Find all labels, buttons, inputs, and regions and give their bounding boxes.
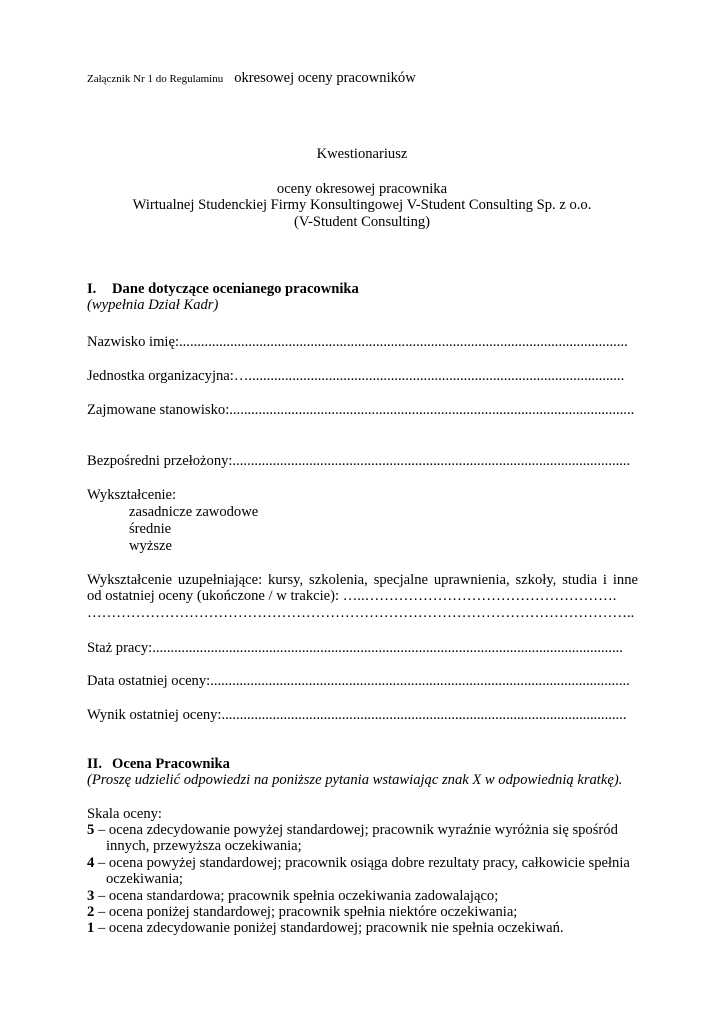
scale-item-1 — [87, 920, 564, 937]
section-2-note: (Proszę udzielić odpowiedzi na poniższe pytania wstawiając znak X w odpowiednią kratkę). — [87, 772, 623, 788]
field-position[interactable]: Zajmowane stanowisko:............................................................................................................... — [87, 402, 635, 418]
scale-item-3 — [87, 888, 498, 905]
attachment-header — [87, 70, 416, 88]
education-label: Wykształcenie: — [87, 487, 177, 503]
field-seniority[interactable]: Staż pracy:................................................................................................................................. — [87, 640, 623, 656]
section-1-title: Dane dotyczące ocenianego pracownika — [112, 281, 359, 297]
scale-number: 2 — [87, 904, 95, 920]
education-option-label: wyższe — [129, 538, 172, 554]
scale-text: – ocena zdecydowanie poniżej standardowej; pracownik nie spełnia oczekiwań. — [94, 920, 564, 936]
section-1-note: (wypełnia Dział Kadr) — [87, 297, 219, 313]
scale-number: 5 — [87, 822, 95, 838]
field-org-unit[interactable]: Jednostka organizacyjna:…....................................................................................................... — [87, 368, 625, 384]
scale-item-5 — [87, 822, 618, 839]
scale-text: – ocena powyżej standardowej; pracownik osiąga dobre rezultaty pracy, całkowicie spełnia — [94, 855, 630, 871]
scale-number: 1 — [87, 920, 95, 936]
education-option-secondary[interactable] — [103, 521, 171, 538]
scale-number: 3 — [87, 888, 95, 904]
scale-number: 4 — [87, 855, 95, 871]
field-last-review-result[interactable]: Wynik ostatniej oceny:............................................................................................................... — [87, 707, 627, 723]
field-name[interactable]: Nazwisko imię:........................................................................................................................... — [87, 334, 628, 350]
supplementary-education-line-1: Wykształcenie uzupełniające: kursy, szkolenia, specjalne uprawnienia, szkoły, studia i inne — [87, 572, 638, 588]
company-name: Wirtualnej Studenckiej Firmy Konsultingowej V-Student Consulting Sp. z o.o. — [132, 197, 592, 213]
company-short-name: (V-Student Consulting) — [293, 214, 431, 230]
scale-text: – ocena standardowa; pracownik spełnia oczekiwania zadowalająco; — [94, 888, 499, 904]
scale-text: – ocena zdecydowanie powyżej standardowej; pracownik wyraźnie wyróżnia się spośród — [94, 822, 618, 838]
field-last-review-date[interactable]: Data ostatniej oceny:................................................................................................................... — [87, 673, 630, 689]
section-1-number: I. — [87, 281, 97, 297]
section-2-heading — [87, 756, 230, 773]
education-option-label: średnie — [129, 521, 172, 537]
scale-item-2 — [87, 904, 517, 921]
document-title: Kwestionariusz — [316, 146, 408, 162]
scale-item-5-continuation: innych, przewyższa oczekiwania; — [106, 838, 302, 854]
section-1-heading — [87, 281, 359, 298]
supplementary-education-line-3[interactable]: ………………………………………………………………………………………………….. — [87, 605, 635, 621]
field-supervisor[interactable]: Bezpośredni przełożony:............................................................................................................. — [87, 453, 631, 469]
supplementary-education-line-2[interactable]: od ostatniej oceny (ukończone / w trakcie): …..……………………………………………. — [87, 588, 617, 604]
scale-label: Skala oceny: — [87, 806, 162, 822]
section-2-title: Ocena Pracownika — [112, 756, 230, 772]
section-2-number: II. — [87, 756, 103, 772]
education-option-label: zasadnicze zawodowe — [129, 504, 259, 520]
attachment-header-big: okresowej oceny pracowników — [234, 70, 416, 86]
education-option-higher[interactable] — [103, 538, 172, 555]
scale-item-4 — [87, 855, 630, 872]
document-subtitle: oceny okresowej pracownika — [276, 181, 448, 197]
scale-item-4-continuation: oczekiwania; — [106, 871, 183, 887]
scale-text: – ocena poniżej standardowej; pracownik spełnia niektóre oczekiwania; — [94, 904, 518, 920]
attachment-header-small: Załącznik Nr 1 do Regulaminu — [87, 73, 224, 85]
education-option-vocational[interactable] — [103, 504, 258, 521]
